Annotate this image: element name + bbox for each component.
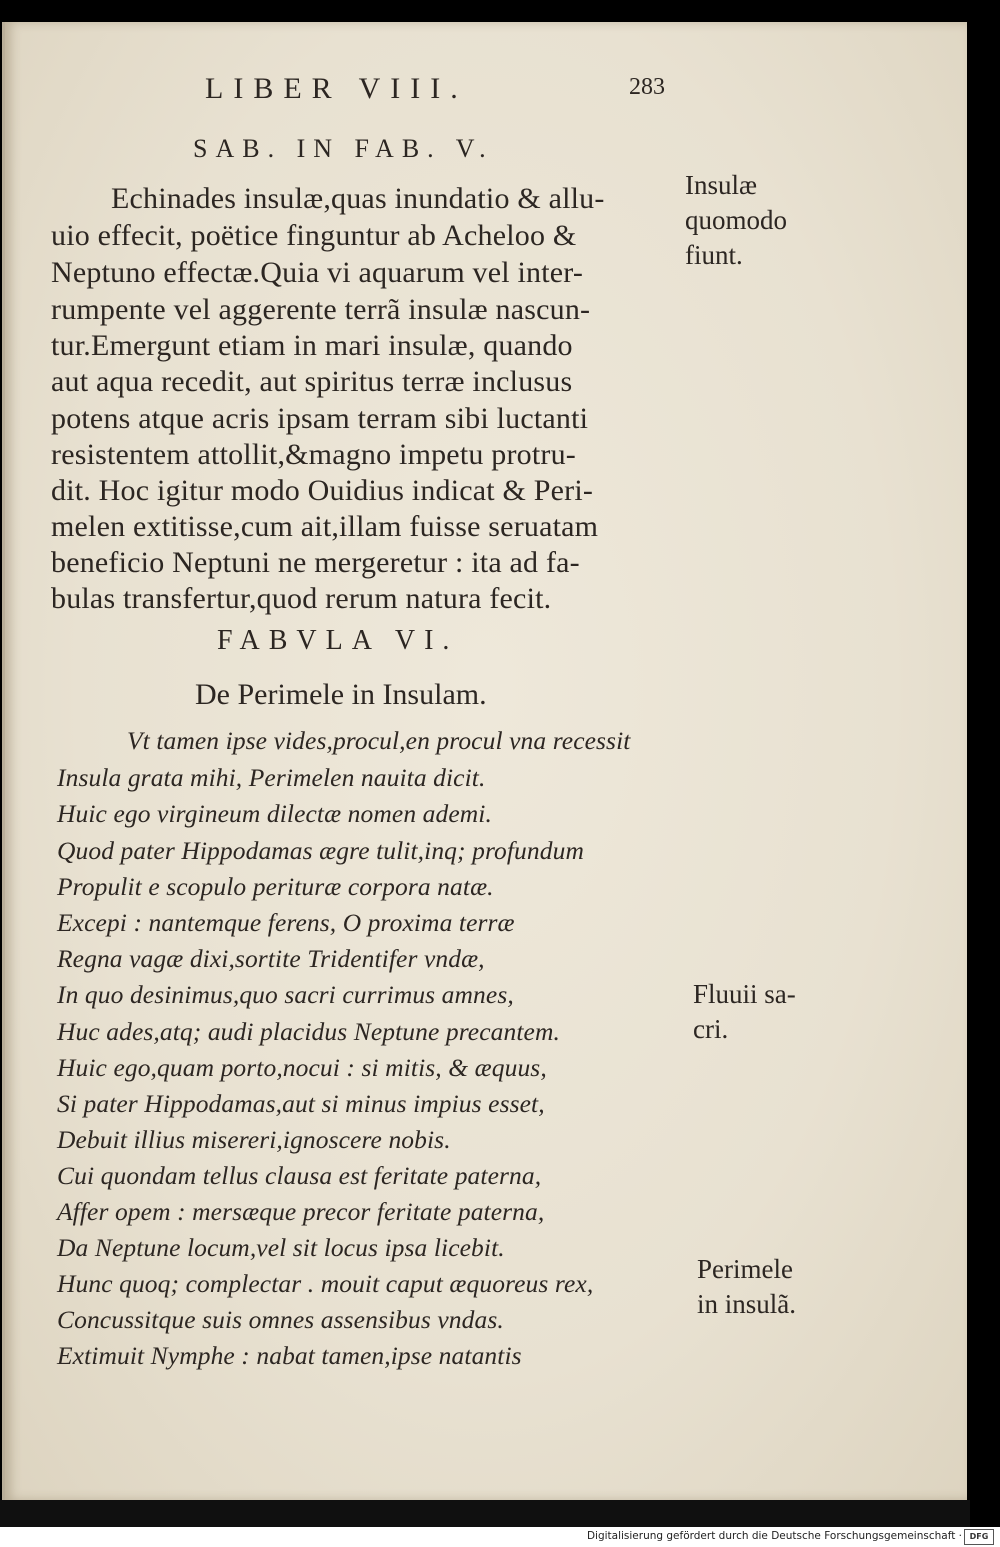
section-heading: SAB. IN FAB. V. (193, 134, 494, 163)
margin-note-line: Fluuii sa- (693, 979, 796, 1009)
margin-note-line: Perimele (697, 1254, 793, 1284)
page-number: 283 (629, 74, 665, 100)
verse-line: Huc ades,atq; audi placidus Neptune precantem. (57, 1017, 560, 1046)
prose-line: beneficio Neptuni ne mergeretur : ita ad fa- (51, 546, 580, 579)
prose-line: aut aqua recedit, aut spiritus terræ inclusus (51, 365, 573, 398)
verse-line: Huic ego,quam porto,nocui : si mitis, & æquus, (57, 1053, 547, 1082)
verse-line: Insula grata mihi, Perimelen nauita dicit. (57, 763, 486, 792)
verse-line: Hunc quoq; complectar . mouit caput æquoreus rex, (57, 1269, 594, 1298)
verse-line: In quo desinimus,quo sacri currimus amnes, (57, 980, 514, 1009)
margin-note-line: quomodo (685, 205, 788, 235)
prose-line: rumpente vel aggerente terrã insulæ nascun- (51, 293, 591, 326)
footer-bar (0, 1527, 1000, 1547)
margin-note-line: in insulã. (697, 1289, 796, 1319)
verse-line: Vt tamen ipse vides,procul,en procul vna recessit (127, 726, 631, 755)
verse-line: Excepi : nantemque ferens, O proxima terræ (57, 908, 515, 937)
verse-line: Extimuit Nymphe : nabat tamen,ipse natantis (57, 1341, 522, 1370)
verse-line: Affer opem : mersæque precor feritate paterna, (57, 1197, 545, 1226)
prose-line: uio effecit, poëtice finguntur ab Acheloo & (51, 219, 577, 252)
prose-line: tur.Emergunt etiam in mari insulæ, quando (51, 329, 573, 362)
fabula-subtitle: De Perimele in Insulam. (195, 678, 487, 711)
dfg-logo-icon: DFG (964, 1529, 994, 1545)
prose-line: resistentem attollit,&magno impetu protru- (51, 438, 576, 471)
margin-note-line: Insulæ (685, 170, 758, 200)
margin-note-line: cri. (693, 1014, 729, 1044)
funding-credit: Digitalisierung gefördert durch die Deutsche Forschungsgemeinschaft · (586, 1530, 962, 1542)
prose-line: dit. Hoc igitur modo Ouidius indicat & Peri- (51, 474, 594, 507)
margin-note-line: fiunt. (685, 240, 743, 270)
prose-line: Echinades insulæ,quas inundatio & allu- (111, 182, 605, 215)
prose-line: melen extitisse,cum ait,illam fuisse seruatam (51, 510, 599, 543)
verse-line: Huic ego virgineum dilectæ nomen ademi. (57, 799, 492, 828)
verse-line: Cui quondam tellus clausa est feritate paterna, (57, 1161, 542, 1190)
prose-line: potens atque acris ipsam terram sibi luctanti (51, 402, 589, 435)
verse-line: Si pater Hippodamas,aut si minus impius esset, (57, 1089, 545, 1118)
verse-line: Propulit e scopulo perituræ corpora natæ. (57, 872, 494, 901)
verse-line: Concussitque suis omnes assensibus vndas. (57, 1305, 504, 1334)
prose-line: bulas transfertur,quod rerum natura fecit. (51, 582, 552, 615)
verse-line: Debuit illius misereri,ignoscere nobis. (57, 1125, 451, 1154)
running-head: LIBER VIII. (205, 72, 468, 105)
verse-line: Quod pater Hippodamas ægre tulit,inq; profundum (57, 836, 584, 865)
verse-line: Da Neptune locum,vel sit locus ipsa licebit. (57, 1233, 505, 1262)
prose-line: Neptuno effectæ.Quia vi aquarum vel inter- (51, 256, 584, 289)
page-bottom-shadow (0, 1500, 970, 1527)
book-page (2, 22, 967, 1503)
verse-line: Regna vagæ dixi,sortite Tridentifer vndæ, (57, 944, 485, 973)
fabula-title: FABVLA VI. (217, 625, 459, 656)
